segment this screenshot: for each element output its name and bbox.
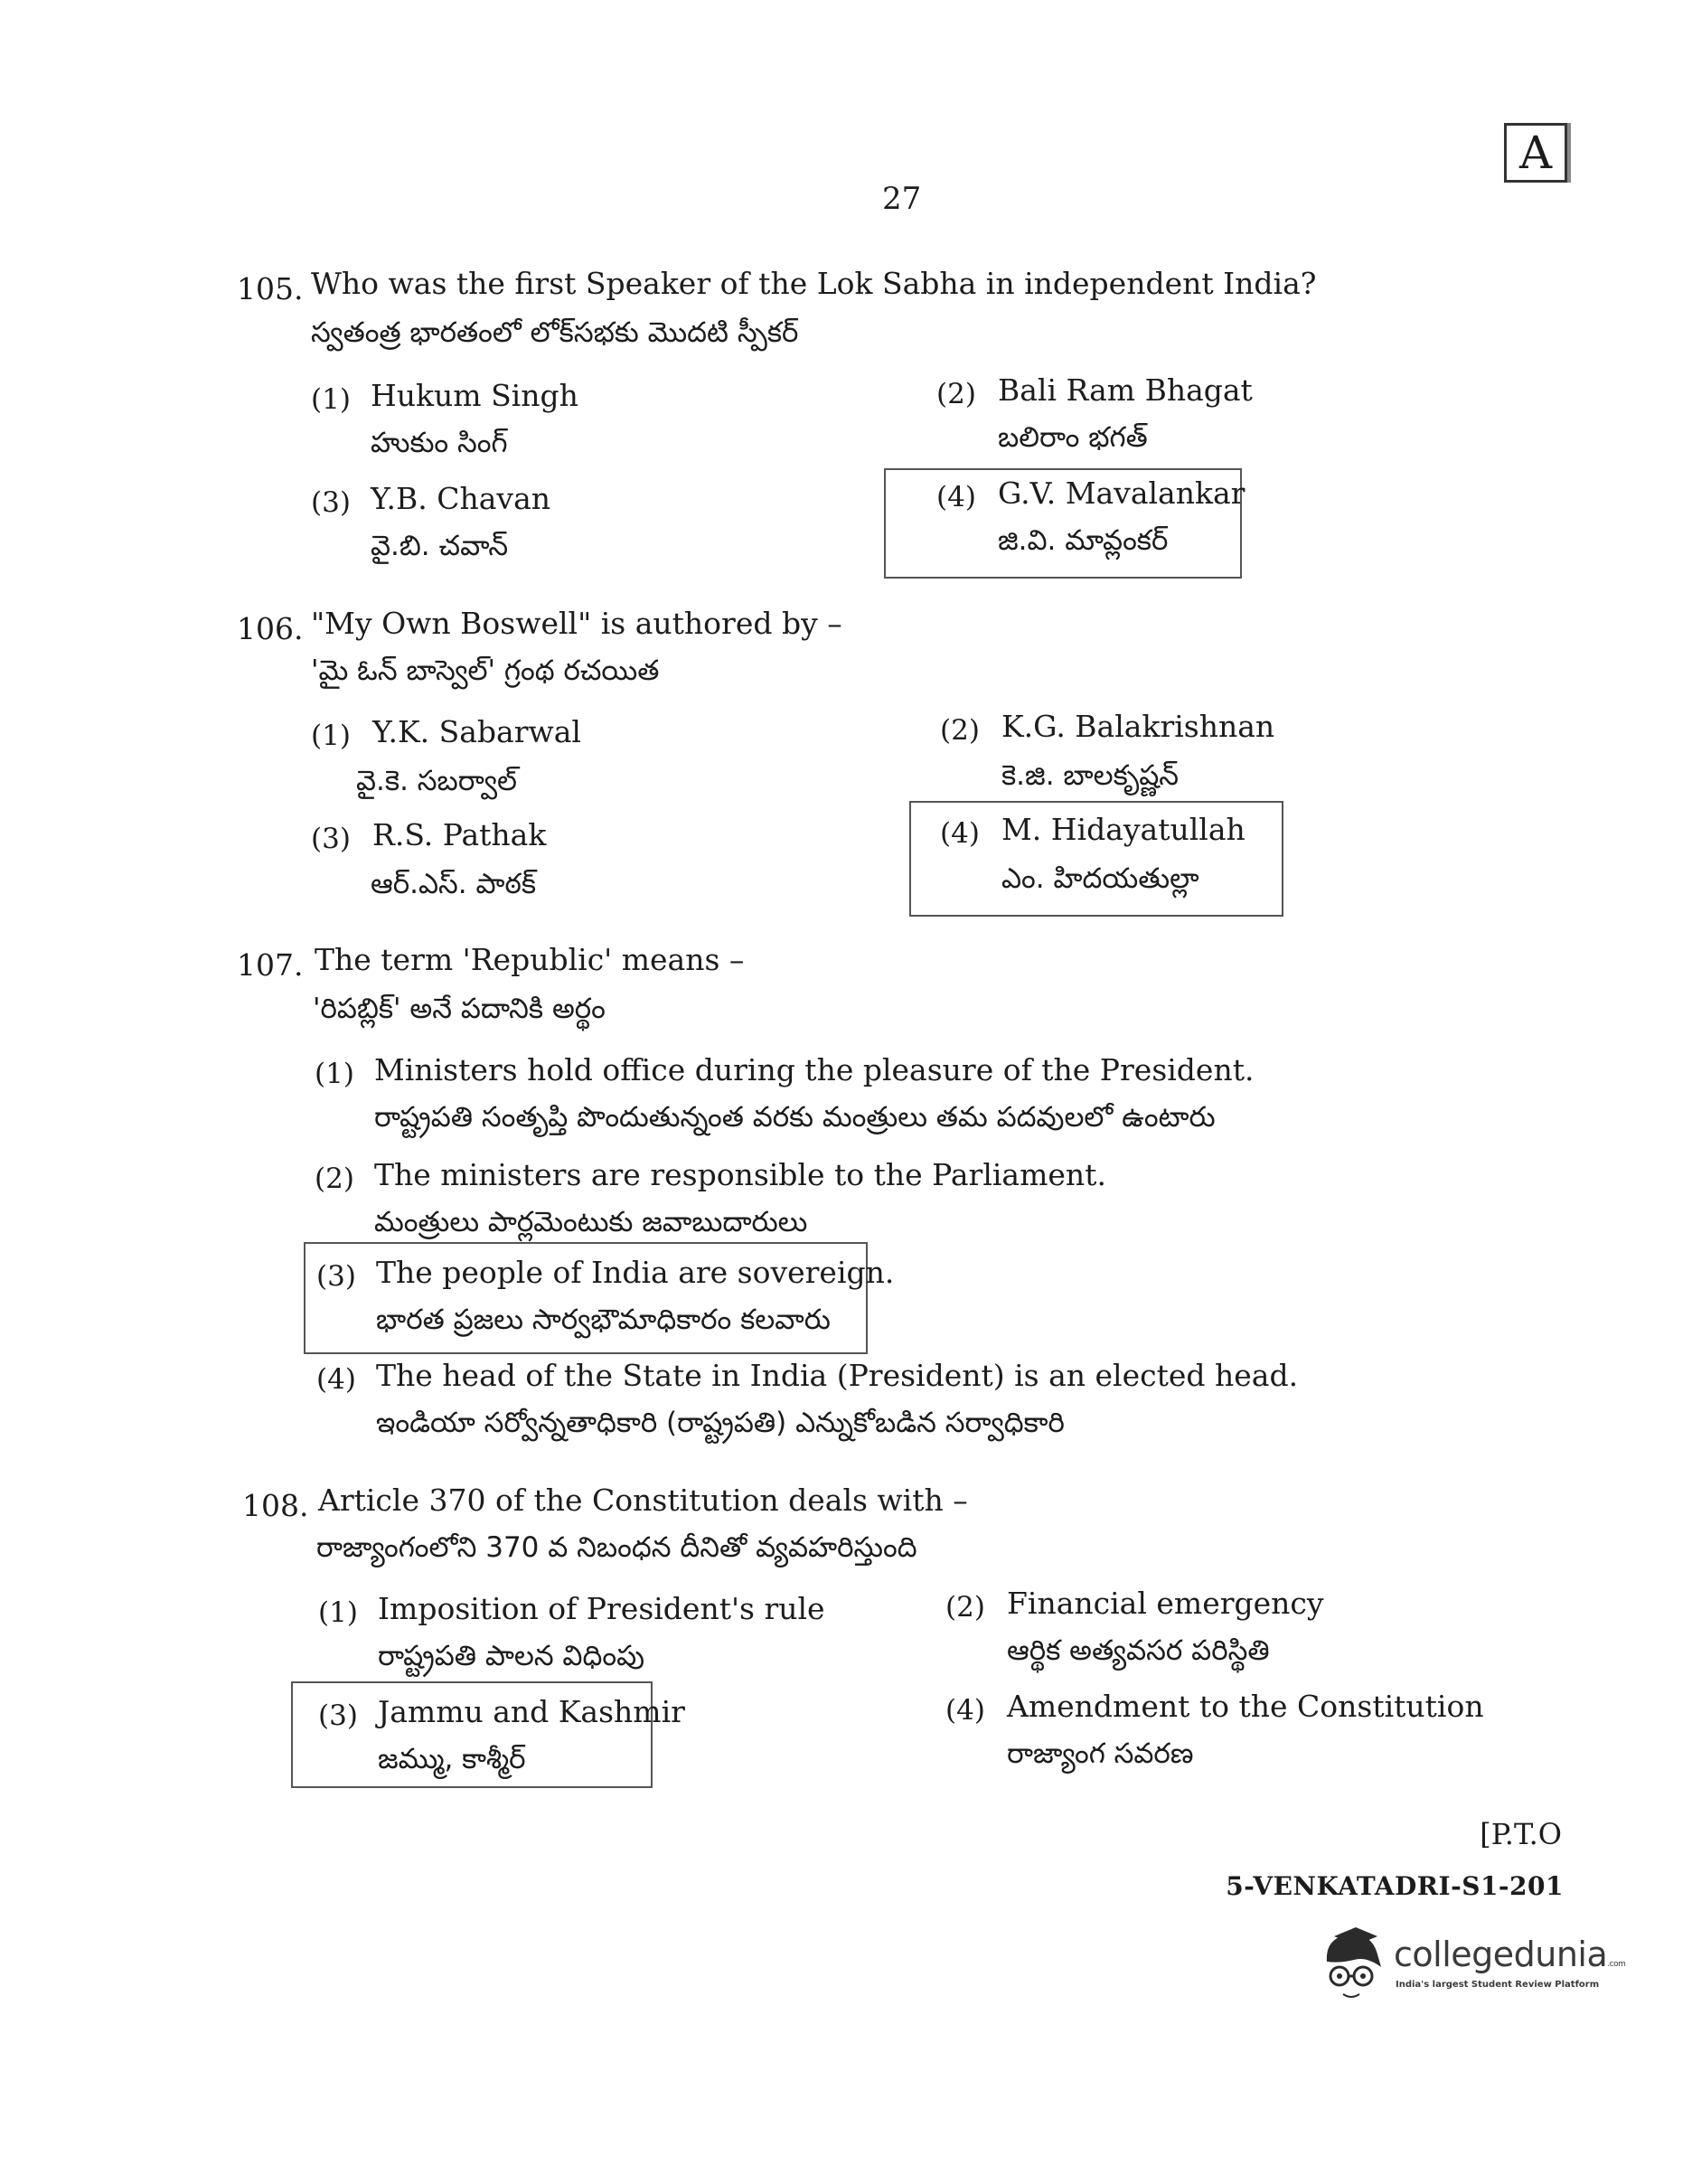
option-text-en: G.V. Mavalankar <box>998 475 1246 511</box>
option-text-te: హుకుం సింగ్ <box>371 427 508 459</box>
option-number: (1) <box>311 383 351 416</box>
option-text-te: వై.కె. సబర్వాల్ <box>356 765 518 797</box>
question-text-en: Who was the first Speaker of the Lok Sabha in independent India? <box>311 266 1317 301</box>
collegedunia-logo <box>1321 1925 1626 2003</box>
option-text-te: రాష్ట్రపతి పాలన విధింపు <box>378 1640 645 1672</box>
option-text-te: మంత్రులు పార్లమెంటుకు జవాబుదారులు <box>374 1206 808 1238</box>
option-text-en: Jammu and Kashmir <box>378 1694 685 1729</box>
question-set-code: A <box>1518 127 1553 179</box>
question-text-en: "My Own Boswell" is authored by – <box>311 606 842 641</box>
option-number: (2) <box>315 1163 354 1195</box>
option-text-en: M. Hidayatullah <box>1001 812 1246 847</box>
logo-tagline: India's largest Student Review Platform <box>1396 1980 1600 1990</box>
option-text-te: భారత ప్రజలు సార్వభౌమాధికారం కలవారు <box>376 1304 831 1336</box>
question-text-en: The term 'Republic' means – <box>315 942 745 977</box>
option-text-te: రాజ్యాంగ సవరణ <box>1007 1737 1194 1770</box>
option-text-te: వై.బి. చవాన్ <box>371 530 509 562</box>
option-text-te: బలిరాం భగత్ <box>998 421 1148 454</box>
option-text-en: The head of the State in India (President) is an elected head. <box>376 1358 1299 1393</box>
page-number: 27 <box>882 181 922 217</box>
option-text-en: Amendment to the Constitution <box>1007 1689 1484 1724</box>
option-text-te: కె.జి. బాలకృష్ణన్ <box>1001 759 1180 792</box>
option-number: (4) <box>945 1694 985 1727</box>
option-number: (1) <box>318 1596 358 1629</box>
option-number: (2) <box>940 714 980 747</box>
option-number: (3) <box>311 823 351 855</box>
question-text-te: రాజ్యాంగంలోని 370 వ నిబంధన దీనితో వ్యవహరిస్తుంది <box>316 1531 917 1564</box>
logo-name: collegedunia <box>1394 1935 1608 1974</box>
question-number: 108. <box>242 1488 309 1523</box>
question-number: 106. <box>237 611 304 646</box>
option-text-en: The ministers are responsible to the Parliament. <box>374 1157 1106 1192</box>
option-text-te: ఎం. హిదయతుల్లా <box>1001 862 1199 895</box>
option-text-te: జి.వి. మావ్లంకర్ <box>998 524 1169 557</box>
option-text-en: Financial emergency <box>1007 1586 1324 1621</box>
question-text-te: స్వతంత్ర భారతంలో లోక్‌సభకు మొదటి స్పీకర్ <box>311 316 799 349</box>
question-set-box <box>1504 123 1567 183</box>
option-number: (1) <box>311 720 351 752</box>
option-text-en: Imposition of President's rule <box>378 1591 825 1626</box>
question-text-te: 'మై ఓన్ బాస్వెల్' గ్రంథ రచయిత <box>311 654 660 687</box>
option-text-en: R.S. Pathak <box>372 817 547 852</box>
question-text-te: 'రిపబ్లిక్' అనే పదానికి అర్థం <box>313 993 606 1025</box>
option-text-te: ఇండియా సర్వోన్నతాధికారి (రాష్ట్రపతి) ఎన్నుకోబడిన సర్వాధికారి <box>376 1407 1065 1439</box>
option-number: (2) <box>936 378 976 410</box>
option-number: (3) <box>318 1699 358 1732</box>
question-number: 107. <box>237 947 304 983</box>
option-number: (4) <box>936 481 976 513</box>
mascot-icon <box>1321 1925 1386 2003</box>
option-text-te: ఆర్థిక అత్యవసర పరిస్థితి <box>1007 1634 1270 1667</box>
option-text-te: ఆర్.ఎస్. పాఠక్ <box>371 868 537 900</box>
logo-suffix: .com <box>1607 1960 1626 1969</box>
question-text-en: Article 370 of the Constitution deals with – <box>318 1483 968 1518</box>
option-text-te: జమ్ము, కాశ్మీర్ <box>378 1743 526 1775</box>
option-number: (3) <box>316 1260 356 1293</box>
paper-code: 5-VENKATADRI-S1-201 <box>1226 1871 1564 1901</box>
option-text-en: K.G. Balakrishnan <box>1001 709 1275 744</box>
option-number: (1) <box>315 1058 354 1090</box>
option-text-en: Ministers hold office during the pleasure of the President. <box>374 1052 1255 1087</box>
option-text-te: రాష్ట్రపతి సంతృప్తి పొందుతున్నంత వరకు మంత్రులు తమ పదవులలో ఉంటారు <box>374 1101 1216 1134</box>
option-number: (4) <box>940 817 980 850</box>
please-turn-over: [P.T.O <box>1480 1817 1562 1851</box>
option-text-en: Hukum Singh <box>371 378 578 413</box>
option-text-en: Bali Ram Bhagat <box>998 372 1253 408</box>
option-number: (4) <box>316 1363 356 1396</box>
option-text-en: The people of India are sovereign. <box>376 1255 895 1290</box>
option-text-en: Y.B. Chavan <box>371 481 550 516</box>
option-number: (2) <box>945 1591 985 1624</box>
option-number: (3) <box>311 486 351 519</box>
option-text-en: Y.K. Sabarwal <box>372 714 581 749</box>
question-number: 105. <box>237 271 304 306</box>
